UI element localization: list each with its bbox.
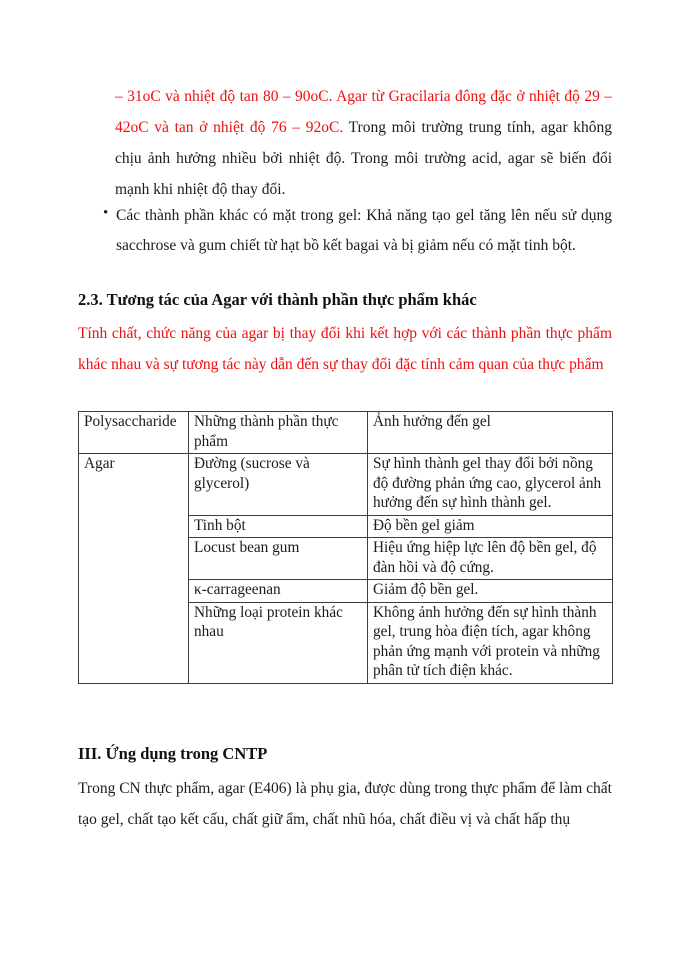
cell-component: Đường (sucrose và glycerol) [189,454,368,516]
section-3-body-paragraph: Trong CN thực phẩm, agar (E406) là phụ gia, được dùng trong thực phẩm để làm chất tạo gel, chất tạo kết cấu, chất giữ ẩm, chất nhũ hóa, chất điều vị và chất hấp thụ [78,780,612,828]
table-header-row [79,412,613,454]
cell-effect: Hiệu ứng hiệp lực lên độ bền gel, độ đàn hồi và độ cứng. [368,538,613,580]
cell-component: Locust bean gum [189,538,368,580]
paragraph-temperature-black-segment: Trong môi trường trung tính, agar không chịu ảnh hưởng nhiều bởi nhiệt độ. Trong môi trường acid, agar sẽ biến đổi mạnh khi nhiệt độ thay đổi. [115,119,612,198]
cell-component: κ-carrageenan [189,580,368,603]
table-row [79,454,613,516]
cell-effect: Sự hình thành gel thay đổi bởi nồng độ đường phản ứng cao, glycerol ảnh hưởng đến sự hình thành gel. [368,454,613,516]
cell-component: Tinh bột [189,515,368,538]
cell-polysaccharide-agar: Agar [79,454,189,684]
cell-effect: Không ảnh hưởng đến sự hình thành gel, trung hòa điện tích, agar không phản ứng mạnh với protein và những phân tử tích điện khác. [368,602,613,683]
agar-interactions-table [78,411,613,684]
paragraph-temperature-red-segment: – 31oC và nhiệt độ tan 80 – 90oC. Agar từ Gracilaria đông đặc ở nhiệt độ 29 – 42oC và tan ở nhiệt độ 76 – 92oC. [115,88,612,136]
bullet-icon: • [103,205,109,221]
bullet-item-other-components [103,201,612,260]
header-cell-effect: Ảnh hưởng đến gel [368,412,613,454]
paragraph-temperature [115,81,612,205]
header-cell-polysaccharide: Polysaccharide [79,412,189,454]
cell-effect: Giảm độ bền gel. [368,580,613,603]
bullet-item-text: Các thành phần khác có mặt trong gel: Khả năng tạo gel tăng lên nếu sử dụng sacchrose và gum chiết từ hạt bồ kết bagai và bị giảm nếu có mặt tinh bột. [116,207,612,254]
cell-component: Những loại protein khác nhau [189,602,368,683]
section-3-heading: III. Ứng dụng trong CNTP [78,744,268,763]
section-2-3-heading: 2.3. Tương tác của Agar với thành phần thực phẩm khác [78,290,477,309]
section-2-3-intro-paragraph: Tính chất, chức năng của agar bị thay đổi khi kết hợp với các thành phần thực phẩm khác nhau và sự tương tác này dẫn đến sự thay đổi đặc tính cảm quan của thực phẩm [78,325,612,373]
cell-effect: Độ bền gel giảm [368,515,613,538]
header-cell-component: Những thành phần thực phẩm [189,412,368,454]
